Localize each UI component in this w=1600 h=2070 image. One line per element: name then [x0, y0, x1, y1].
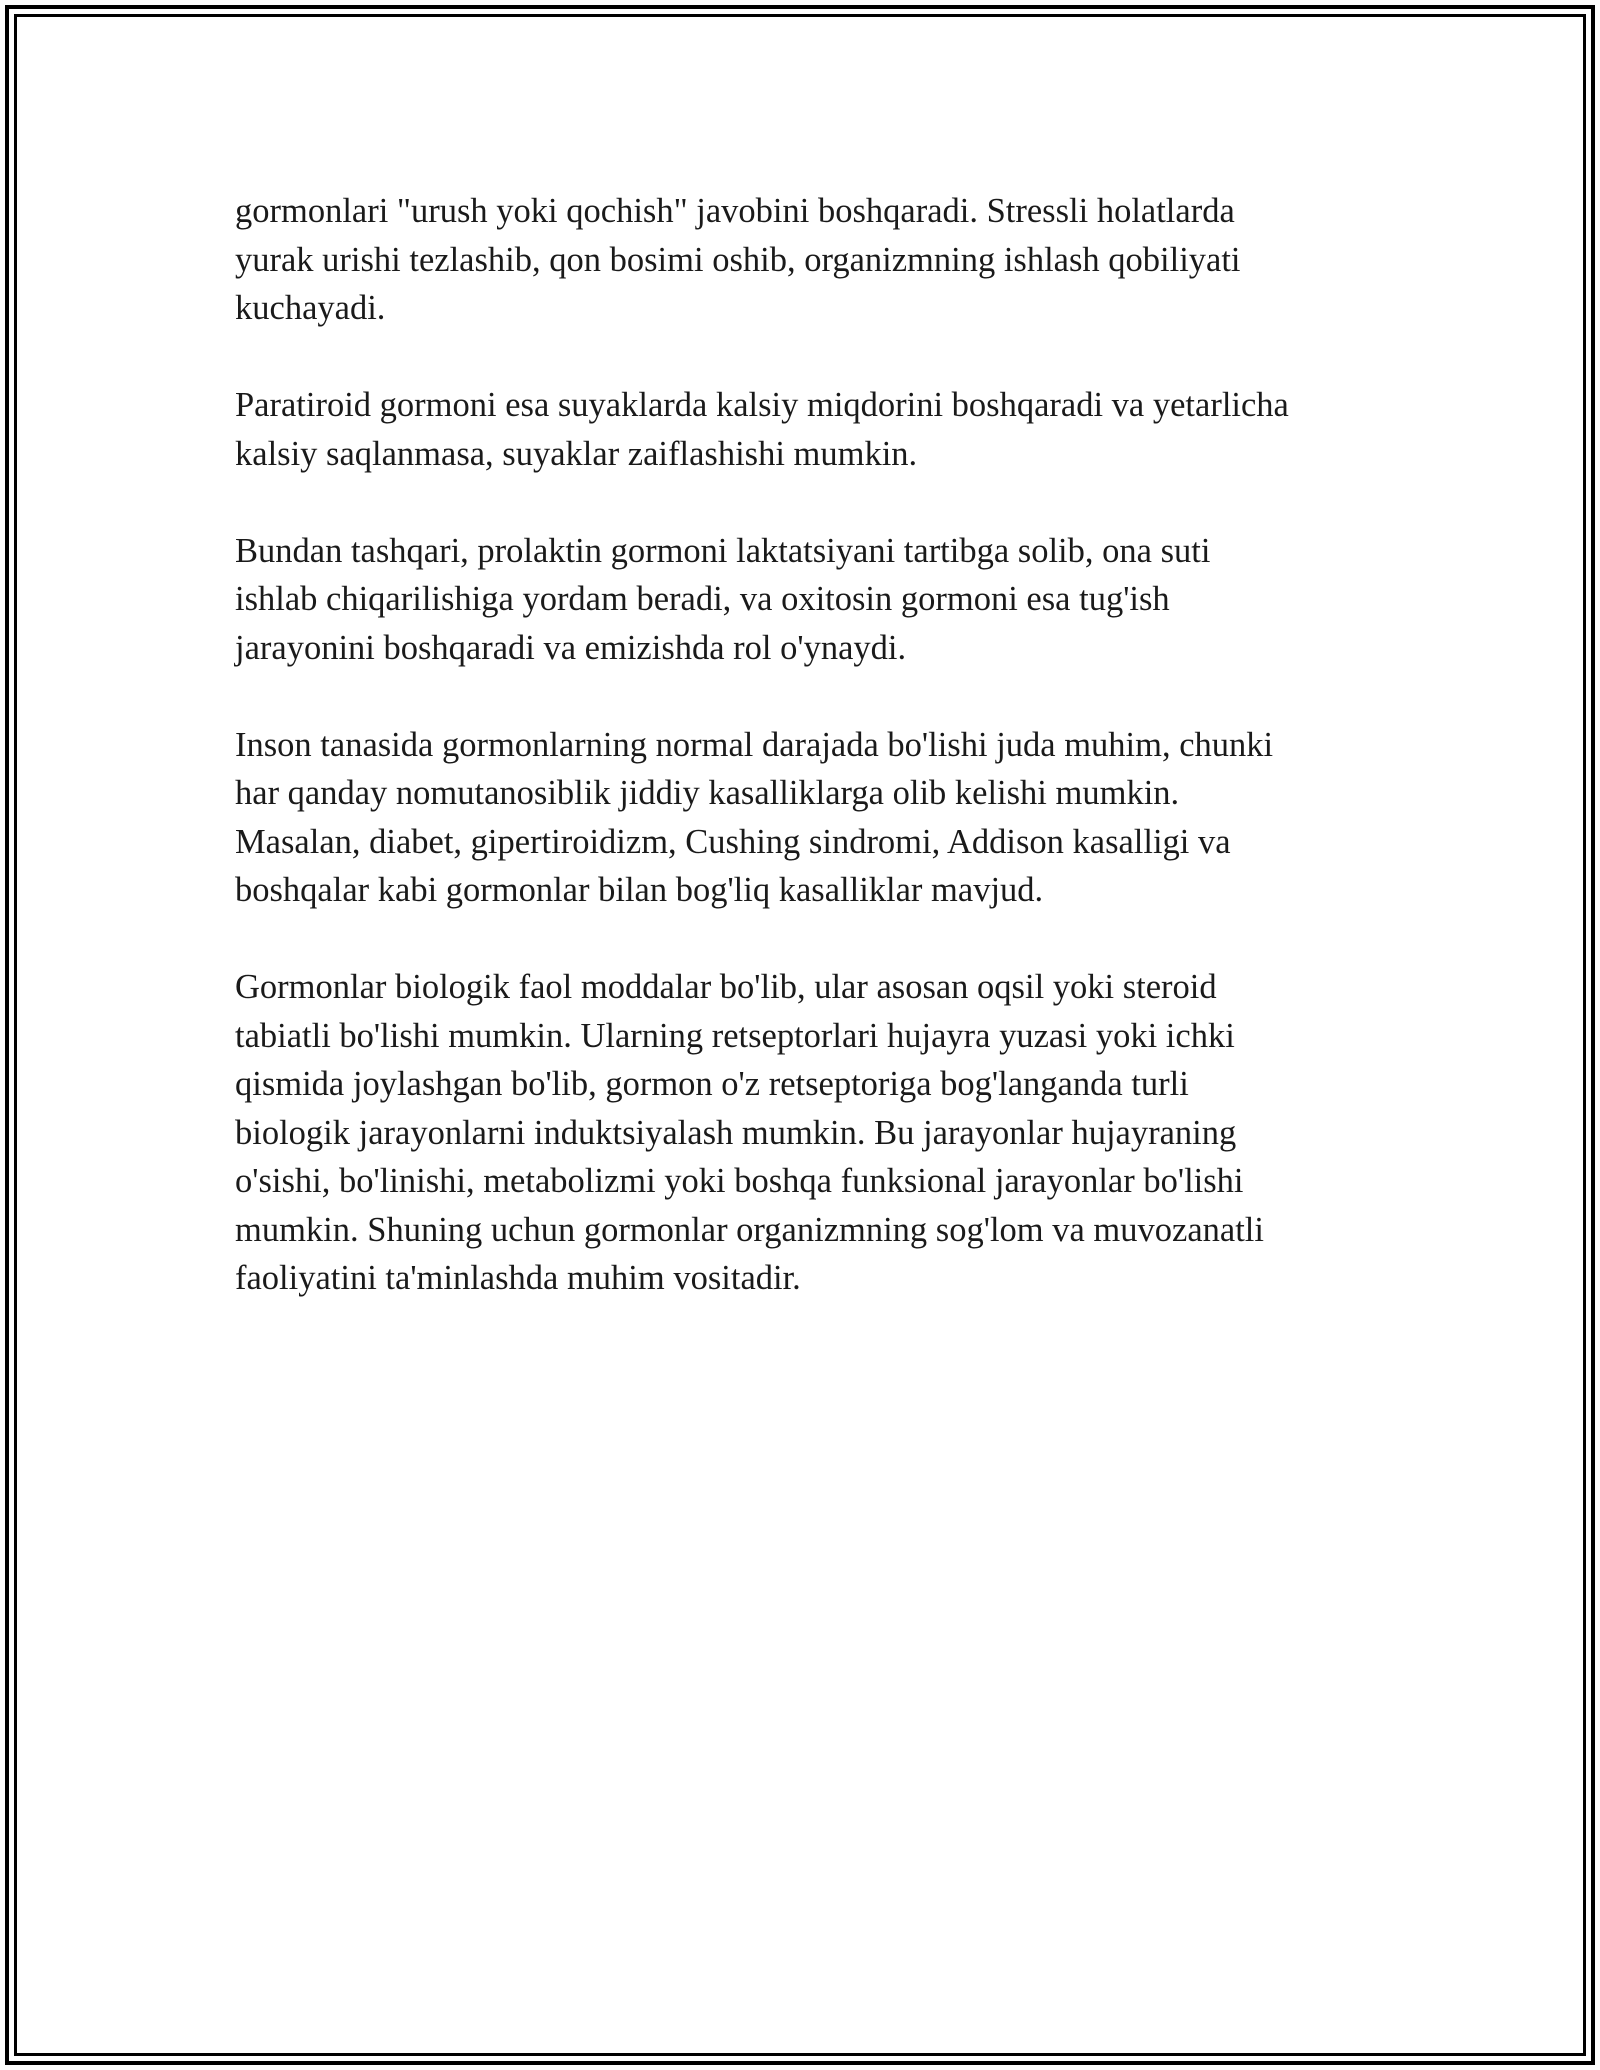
text-line: Bundan tashqari, prolaktin gormoni laktatsiyani tartibga solib, ona suti: [235, 531, 1211, 570]
text-line: faoliyatini ta'minlashda muhim vositadir.: [235, 1259, 801, 1297]
text-line: boshqalar kabi gormonlar bilan bog'liq kasalliklar mavjud.: [235, 871, 1044, 909]
paragraph-4: [235, 721, 1375, 915]
text-line: kuchayadi.: [235, 289, 386, 327]
text-line: biologik jarayonlarni induktsiyalash mumkin. Bu jarayonlar hujayraning: [235, 1113, 1237, 1152]
text-line: kalsiy saqlanmasa, suyaklar zaiflashishi mumkin.: [235, 434, 918, 473]
text-line: mumkin. Shuning uchun gormonlar organizmning sog'lom va muvozanatli: [235, 1210, 1264, 1249]
text-line: o'sishi, bo'linishi, metabolizmi yoki boshqa funksional jarayonlar bo'lishi: [235, 1162, 1244, 1200]
document-body: [235, 187, 1375, 1351]
text-line: qismida joylashgan bo'lib, gormon o'z retseptoriga bog'langanda turli: [235, 1065, 1189, 1103]
text-line: Inson tanasida gormonlarning normal darajada bo'lishi juda muhim, chunki: [235, 725, 1274, 764]
paragraph-1: [235, 187, 1375, 333]
text-line: tabiatli bo'lishi mumkin. Ularning retseptorlari hujayra yuzasi yoki ichki: [235, 1016, 1235, 1055]
text-line: jarayonini boshqaradi va emizishda rol o'ynaydi.: [235, 628, 907, 667]
paragraph-5: [235, 963, 1375, 1303]
text-line: gormonlari "urush yoki qochish" javobini boshqaradi. Stressli holatlarda: [235, 192, 1235, 230]
text-line: Paratiroid gormoni esa suyaklarda kalsiy miqdorini boshqaradi va yetarlicha: [235, 386, 1289, 424]
text-line: ishlab chiqarilishiga yordam beradi, va oxitosin gormoni esa tug'ish: [235, 580, 1170, 618]
text-line: har qanday nomutanosiblik jiddiy kasalliklarga olib kelishi mumkin.: [235, 774, 1180, 812]
text-line: yurak urishi tezlashib, qon bosimi oshib, organizmning ishlash qobiliyati: [235, 240, 1241, 279]
text-line: Gormonlar biologik faol moddalar bo'lib, ular asosan oqsil yoki steroid: [235, 968, 1217, 1006]
text-line: Masalan, diabet, gipertiroidizm, Cushing sindromi, Addison kasalligi va: [235, 822, 1231, 861]
paragraph-2: [235, 381, 1375, 478]
paragraph-3: [235, 527, 1375, 673]
